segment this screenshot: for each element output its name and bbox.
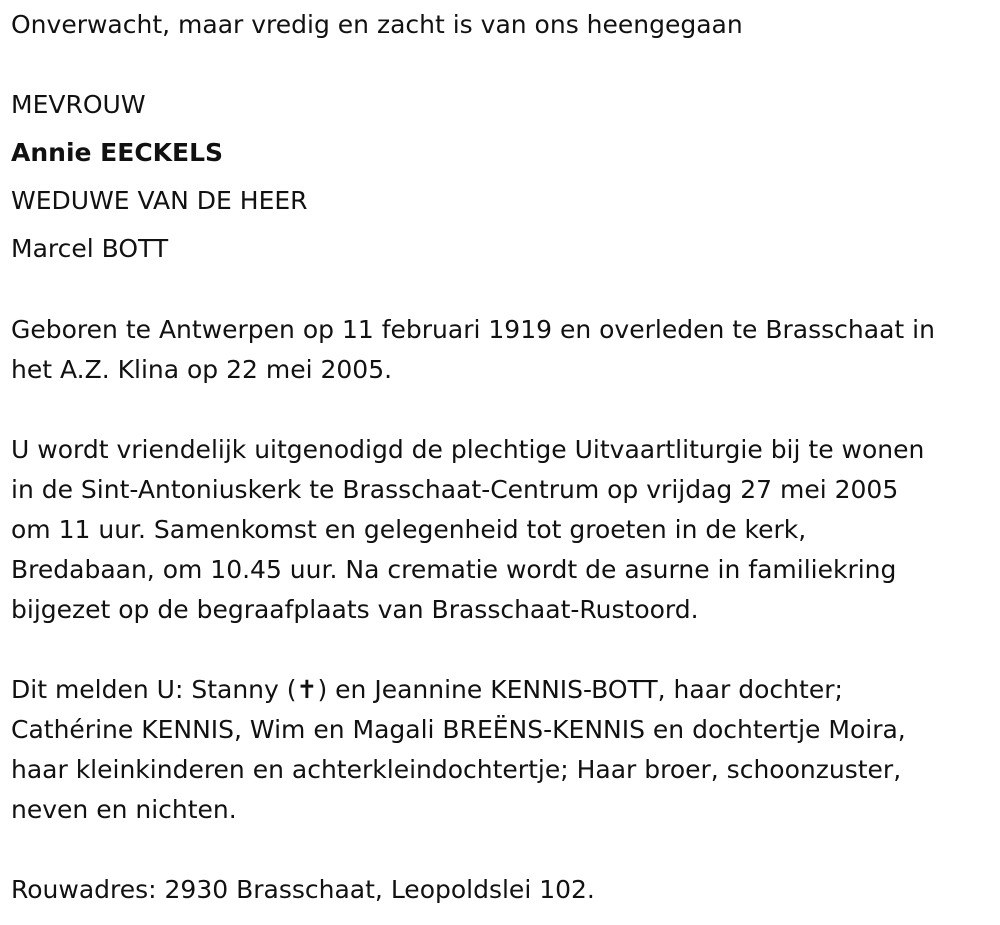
invitation-line: U wordt vriendelijk uitgenodigd de plechtige Uitvaartliturgie bij te wonen (11, 435, 925, 464)
birth-death-line: Geboren te Antwerpen op 11 februari 1919 en overleden te Brasschaat in (11, 315, 935, 344)
birth-death-paragraph (11, 310, 996, 390)
mourning-address: Rouwadres: 2930 Brasschaat, Leopoldslei 102. (11, 875, 595, 904)
honorific: MEVROUW (11, 90, 146, 119)
invitation-paragraph (11, 430, 996, 630)
invitation-line: bijgezet op de begraafplaats van Brasschaat-Rustoord. (11, 595, 699, 624)
family-paragraph (11, 670, 996, 830)
address-paragraph (11, 870, 996, 910)
family-line: haar kleinkinderen en achterkleindochtertje; Haar broer, schoonzuster, (11, 755, 902, 784)
family-line: neven en nichten. (11, 795, 237, 824)
birth-death-line: het A.Z. Klina op 22 mei 2005. (11, 355, 393, 384)
spouse-name: Marcel BOTT (11, 234, 169, 263)
invitation-line: in de Sint-Antoniuskerk te Brasschaat-Centrum op vrijdag 27 mei 2005 (11, 475, 899, 504)
invitation-line: Bredabaan, om 10.45 uur. Na crematie wordt de asurne in familiekring (11, 555, 897, 584)
family-line: Dit melden U: Stanny (✝) en Jeannine KENNIS-BOTT, haar dochter; (11, 675, 843, 704)
family-line: Cathérine KENNIS, Wim en Magali BREËNS-KENNIS en dochtertje Moira, (11, 715, 906, 744)
invitation-line: om 11 uur. Samenkomst en gelegenheid tot groeten in de kerk, (11, 515, 807, 544)
deceased-name: Annie EECKELS (11, 138, 224, 167)
intro-line: Onverwacht, maar vredig en zacht is van ons heengegaan (11, 10, 743, 39)
relation-line: WEDUWE VAN DE HEER (11, 186, 308, 215)
